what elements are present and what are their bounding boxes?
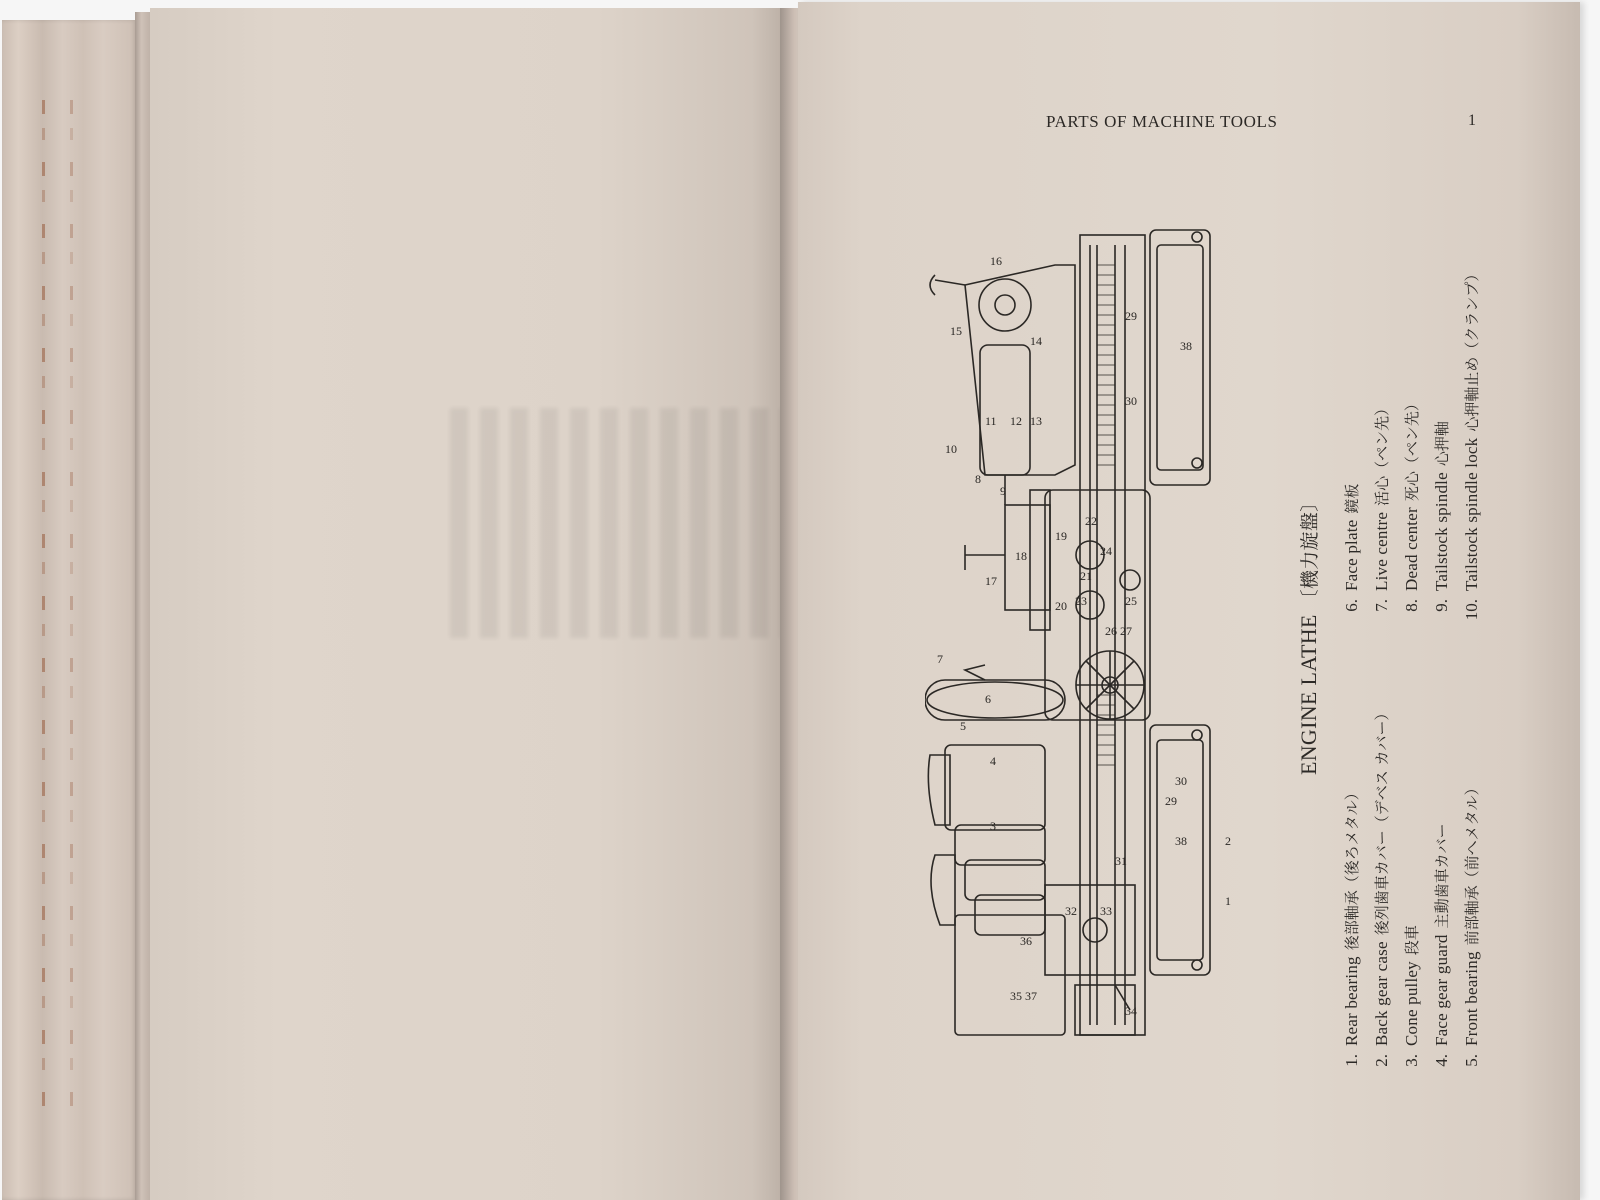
callout-35: 35 <box>1010 989 1022 1003</box>
callout-20: 20 <box>1055 599 1067 613</box>
compound-rest <box>1005 505 1050 610</box>
list-item: 3.Cone pulley段車 <box>1402 925 1421 1067</box>
tailstock <box>965 265 1075 475</box>
section-title <box>1295 493 1322 775</box>
list-item: 6.Face plate鏡板 <box>1342 483 1361 612</box>
list-item: 10.Tailstock spindle lock心押軸止め（クランプ） <box>1462 266 1481 621</box>
headstock-leg <box>1150 725 1210 975</box>
callout-33: 33 <box>1100 904 1112 918</box>
callout-37: 37 <box>1025 989 1037 1003</box>
callout-30-bottom: 30 <box>1175 774 1187 788</box>
parts-list-column-2 <box>1337 266 1487 625</box>
callout-1: 1 <box>1225 894 1231 908</box>
callout-8: 8 <box>975 472 981 486</box>
list-item: 9.Tailstock spindle心押軸 <box>1432 421 1451 612</box>
list-item: 2.Back gear case後列歯車カバー（デベス カバー） <box>1372 705 1391 1067</box>
list-item: 5.Front bearing前部軸承（前へメタル） <box>1462 780 1481 1067</box>
list-item: 4.Face gear guard主動歯車カバー <box>1432 823 1451 1067</box>
callout-36: 36 <box>1020 934 1032 948</box>
callout-13: 13 <box>1030 414 1042 428</box>
callout-24: 24 <box>1100 544 1112 558</box>
section-title-en: ENGINE LATHE <box>1296 614 1321 775</box>
callout-4: 4 <box>990 754 996 768</box>
edge-stain <box>70 100 73 1120</box>
list-item: 8.Dead center死心（ペン先） <box>1402 396 1421 612</box>
callout-38-top: 38 <box>1180 339 1192 353</box>
back-gear-case <box>931 855 955 925</box>
face-gear-guard <box>928 755 950 825</box>
callout-14: 14 <box>1030 334 1042 348</box>
callout-26: 26 <box>1105 624 1117 638</box>
callout-23: 23 <box>1075 594 1087 608</box>
callout-21: 21 <box>1080 569 1092 583</box>
callout-12: 12 <box>1010 414 1022 428</box>
callout-38-bottom: 38 <box>1175 834 1187 848</box>
callout-10: 10 <box>945 442 957 456</box>
callout-29-bottom: 29 <box>1165 794 1177 808</box>
running-header: PARTS OF MACHINE TOOLS <box>1046 112 1278 131</box>
edge-stain <box>42 100 45 1120</box>
page-number: 1 <box>1468 112 1476 129</box>
face-plate <box>925 680 1065 720</box>
callout-16: 16 <box>990 254 1002 268</box>
parts-list-column-1 <box>1337 705 1487 1080</box>
callout-11: 11 <box>985 414 997 428</box>
callout-3: 3 <box>990 819 996 833</box>
callout-15: 15 <box>950 324 962 338</box>
section-title-jp: 〔機力旋盤〕 <box>1299 492 1321 609</box>
callout-18: 18 <box>1015 549 1027 563</box>
callout-34: 34 <box>1125 1004 1137 1018</box>
callout-17: 17 <box>985 574 997 588</box>
live-centre <box>965 665 985 680</box>
tailstock-leg <box>1150 230 1210 485</box>
page-stack <box>135 12 151 1200</box>
callout-22: 22 <box>1085 514 1097 528</box>
list-item: 7.Live centre活心（ペン先） <box>1372 400 1391 612</box>
callout-19: 19 <box>1055 529 1067 543</box>
engine-lathe-diagram <box>925 225 1255 1080</box>
book-page-edges <box>2 20 137 1200</box>
callout-31: 31 <box>1115 854 1127 868</box>
callout-32: 32 <box>1065 904 1077 918</box>
callout-25: 25 <box>1125 594 1137 608</box>
callout-6: 6 <box>985 692 991 706</box>
callout-5: 5 <box>960 719 966 733</box>
left-page-blank <box>150 8 790 1200</box>
callout-9: 9 <box>1000 484 1006 498</box>
show-through <box>450 408 830 638</box>
callout-30-top: 30 <box>1125 394 1137 408</box>
callout-27: 27 <box>1120 624 1132 638</box>
callout-2: 2 <box>1225 834 1231 848</box>
callout-29-top: 29 <box>1125 309 1137 323</box>
callout-7: 7 <box>937 652 943 666</box>
list-item: 1.Rear bearing後部軸承（後ろメタル） <box>1342 785 1361 1067</box>
